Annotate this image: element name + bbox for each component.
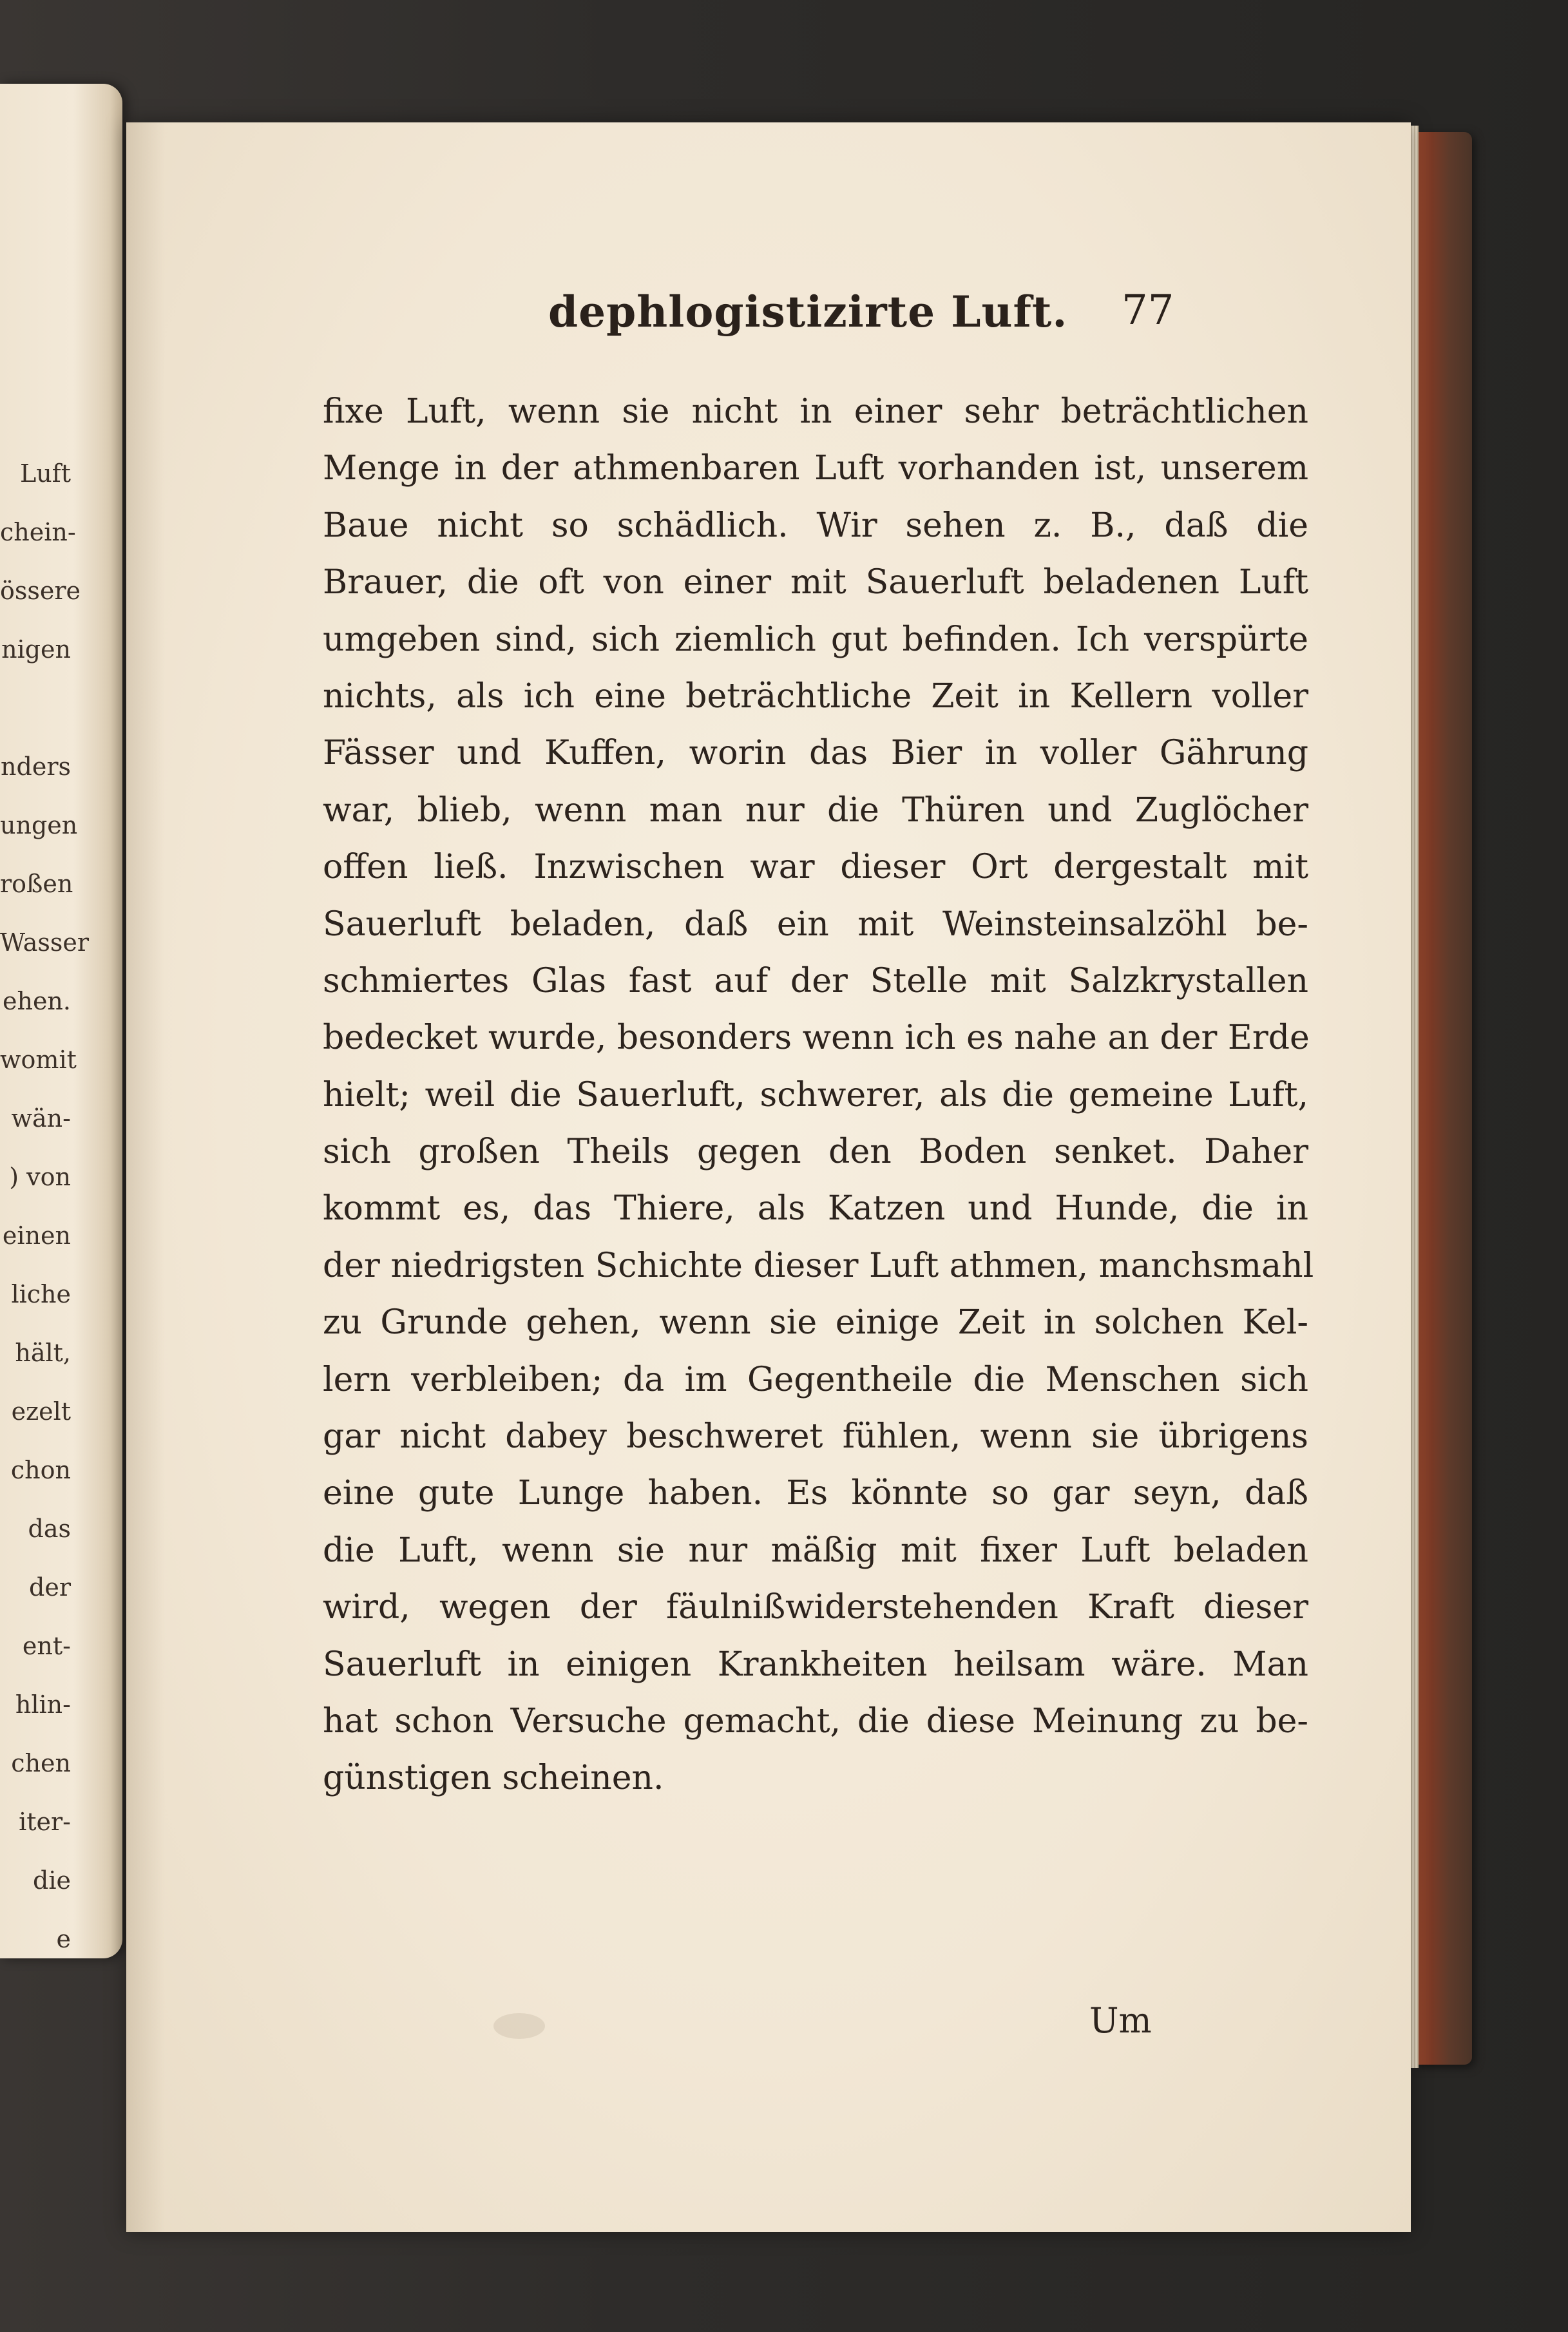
previous-page-fragment: das	[28, 1515, 71, 1543]
running-head-title: dephlogistizirte Luft.	[548, 287, 1068, 337]
paper-stain	[493, 2013, 545, 2039]
text-line: umgeben sind, sich ziemlich gut befinden. Ich verspürte	[323, 620, 1308, 659]
book-page	[126, 122, 1411, 2232]
previous-page-fragment: nigen	[1, 635, 71, 664]
text-line: Sauerluft in einigen Krankheiten heilsam wäre. Man	[323, 1645, 1308, 1684]
book-cover-edge	[1414, 132, 1472, 2065]
text-line: eine gute Lunge haben. Es könnte so gar seyn, daß	[323, 1474, 1308, 1513]
text-line: hat schon Versuche gemacht, die diese Meinung zu be-	[323, 1701, 1308, 1741]
previous-page-fragment: hlin-	[15, 1690, 71, 1719]
text-line: fixe Luft, wenn sie nicht in einer sehr beträchtlichen	[323, 392, 1308, 431]
previous-page-fragment: liche	[11, 1280, 71, 1308]
previous-page-fragment: chen	[11, 1749, 71, 1777]
previous-page-fragment: iter-	[19, 1808, 71, 1836]
text-line: zu Grunde gehen, wenn sie einige Zeit in solchen Kel-	[323, 1303, 1308, 1343]
previous-page-fragment: womit	[0, 1046, 77, 1074]
text-line: günstigen scheinen.	[323, 1759, 664, 1798]
previous-page-fragment	[0, 679, 71, 738]
previous-page-fragment: chon	[10, 1456, 71, 1484]
previous-page-edge	[0, 84, 122, 1958]
previous-page-fragment: ) von	[9, 1163, 71, 1191]
previous-page-fragment: ezelt	[11, 1397, 71, 1426]
previous-page-fragment: chein-	[0, 518, 76, 546]
text-line: sich großen Theils gegen den Boden senket. Daher	[323, 1133, 1308, 1172]
text-line: offen ließ. Inzwischen war dieser Ort dergestalt mit	[323, 848, 1308, 887]
previous-page-fragment: Luft	[19, 459, 71, 488]
text-line: kommt es, das Thiere, als Katzen und Hunde, die in	[323, 1189, 1308, 1228]
previous-page-text-fragments	[0, 444, 90, 1969]
text-line: Brauer, die oft von einer mit Sauerluft beladenen Luft	[323, 563, 1308, 602]
previous-page-fragment: nders	[1, 752, 71, 781]
previous-page-fragment: hält,	[15, 1339, 71, 1367]
previous-page-fragment: roßen	[0, 870, 73, 898]
page-number: 77	[1122, 287, 1174, 334]
previous-page-fragment: die	[33, 1866, 71, 1895]
previous-page-fragment: ent-	[22, 1632, 71, 1660]
previous-page-fragment: der	[29, 1573, 71, 1601]
previous-page-fragment: ungen	[0, 811, 78, 839]
text-line: gar nicht dabey beschweret fühlen, wenn sie übrigens	[323, 1417, 1308, 1457]
catchword: Um	[1089, 2000, 1152, 2041]
previous-page-fragment: Wasser	[0, 928, 90, 957]
text-line: Baue nicht so schädlich. Wir sehen z. B., daß die	[323, 506, 1308, 545]
text-line: Sauerluft beladen, daß ein mit Weinsteinsalzöhl be-	[323, 904, 1308, 944]
previous-page-fragment: einen	[2, 1221, 71, 1250]
text-line: der niedrigsten Schichte dieser Luft athmen, manchsmahl	[323, 1246, 1314, 1285]
text-line: Fässer und Kuffen, worin das Bier in voller Gährung	[323, 734, 1308, 773]
text-line: die Luft, wenn sie nur mäßig mit fixer Luft beladen	[323, 1531, 1308, 1570]
text-line: schmiertes Glas fast auf der Stelle mit Salzkrystallen	[323, 961, 1308, 1000]
body-text	[323, 383, 1314, 1807]
previous-page-fragment: ehen.	[2, 987, 71, 1015]
text-line: Menge in der athmenbaren Luft vorhanden ist, unserem	[323, 449, 1308, 488]
text-line: war, blieb, wenn man nur die Thüren und Zuglöcher	[323, 790, 1308, 830]
text-line: bedecket wurde, besonders wenn ich es nahe an der Erde	[323, 1018, 1310, 1058]
text-line: nichts, als ich eine beträchtliche Zeit in Kellern voller	[323, 676, 1308, 716]
text-line: lern verbleiben; da im Gegentheile die Menschen sich	[323, 1360, 1308, 1399]
text-line: wird, wegen der fäulnißwiderstehenden Kraft dieser	[323, 1588, 1308, 1627]
previous-page-fragment: wän-	[11, 1104, 71, 1133]
previous-page-fragment: e	[56, 1925, 71, 1953]
running-head	[126, 287, 1411, 370]
previous-page-fragment: össere	[0, 577, 81, 605]
text-line: hielt; weil die Sauerluft, schwerer, als die gemeine Luft,	[323, 1075, 1308, 1114]
